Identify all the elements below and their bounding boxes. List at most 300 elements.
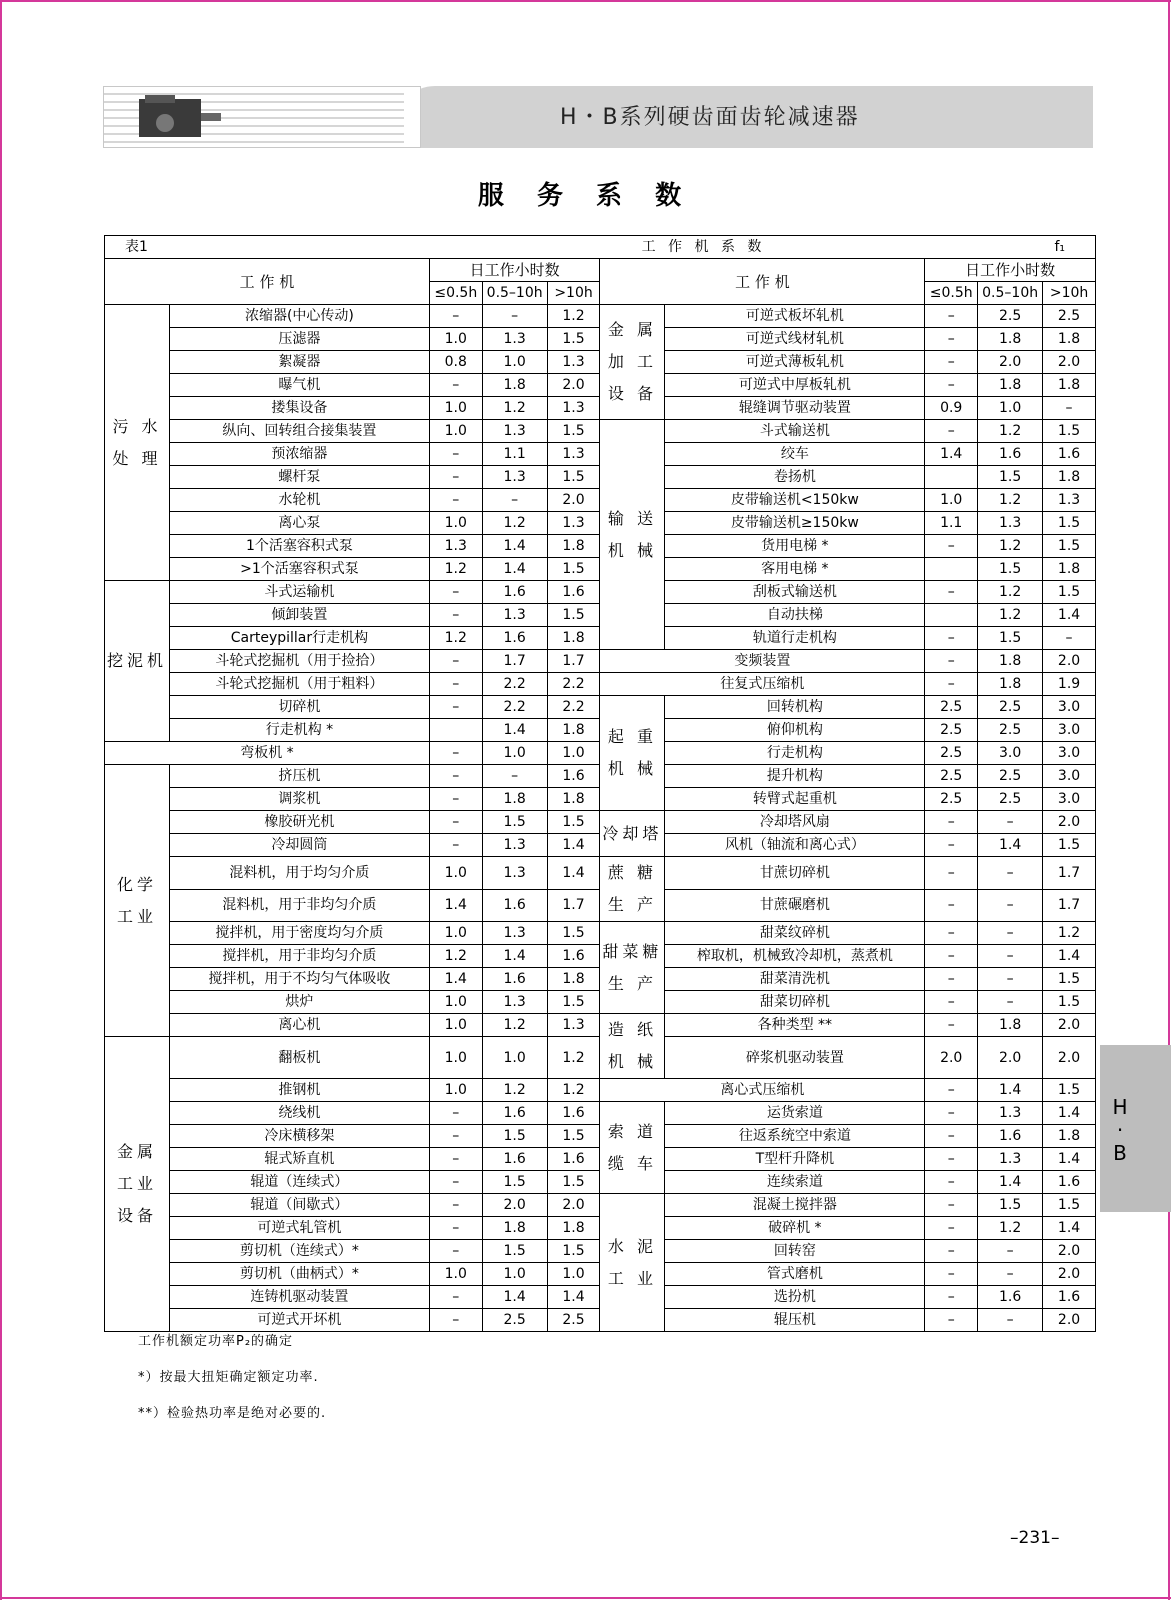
right-factor-3: – (1043, 627, 1096, 650)
right-factor-3: 3.0 (1043, 765, 1096, 788)
right-machine: 皮带输送机≥150kw (665, 512, 925, 535)
right-factor-1: – (925, 922, 978, 945)
note-double-star: **）检验热功率是绝对必要的. (138, 1406, 327, 1421)
right-factor-3: 2.0 (1043, 650, 1096, 673)
right-factor-3: 1.8 (1043, 558, 1096, 581)
right-machine: 甜菜清洗机 (665, 968, 925, 991)
right-group-label: 索 道 缆 车 (600, 1102, 665, 1194)
left-factor-2: 1.1 (482, 443, 547, 466)
left-factor-1: 1.0 (429, 922, 482, 945)
left-factor-3: 1.6 (547, 765, 600, 788)
right-machine: 辊压机 (665, 1309, 925, 1332)
left-factor-2: 1.5 (482, 811, 547, 834)
left-factor-2: – (482, 489, 547, 512)
left-machine: 曝气机 (169, 374, 429, 397)
page-border-bottom (0, 1597, 1171, 1599)
right-factor-3: 2.0 (1043, 1309, 1096, 1332)
left-factor-2: 1.3 (482, 857, 547, 890)
left-factor-3: 1.5 (547, 420, 600, 443)
left-factor-2: 1.4 (482, 719, 547, 742)
right-factor-3: 2.0 (1043, 351, 1096, 374)
table-row (105, 305, 1096, 328)
right-machine: 冷却塔风扇 (665, 811, 925, 834)
right-factor-2: 2.5 (978, 719, 1043, 742)
right-machine: 客用电梯 * (665, 558, 925, 581)
right-machine: 斗式输送机 (665, 420, 925, 443)
right-machine: 轨道行走机构 (665, 627, 925, 650)
right-factor-3: 1.3 (1043, 489, 1096, 512)
right-machine: 俯仰机构 (665, 719, 925, 742)
right-machine: 自动扶梯 (665, 604, 925, 627)
left-factor-1: – (429, 604, 482, 627)
right-factor-3: 1.4 (1043, 945, 1096, 968)
right-machine: 可逆式线材轧机 (665, 328, 925, 351)
left-machine: 辊道（间歇式） (169, 1194, 429, 1217)
right-machine: 可逆式中厚板轧机 (665, 374, 925, 397)
right-factor-3: 2.0 (1043, 1014, 1096, 1037)
right-factor-3: 2.0 (1043, 811, 1096, 834)
left-machine: 纵向、回转组合接集装置 (169, 420, 429, 443)
right-factor-1: – (925, 1148, 978, 1171)
right-factor-2: 1.4 (978, 1171, 1043, 1194)
right-factor-1: 0.9 (925, 397, 978, 420)
left-factor-3: 2.0 (547, 1194, 600, 1217)
left-machine: Carteypillar行走机构 (169, 627, 429, 650)
right-factor-2: 2.0 (978, 351, 1043, 374)
left-factor-3: 1.7 (547, 889, 600, 922)
right-factor-1: – (925, 650, 978, 673)
right-factor-2: – (978, 1309, 1043, 1332)
right-factor-2: 1.2 (978, 420, 1043, 443)
right-factor-2: 1.2 (978, 1217, 1043, 1240)
left-factor-2: 2.5 (482, 1309, 547, 1332)
left-factor-1: – (429, 466, 482, 489)
left-machine: 搅拌机，用于密度均匀介质 (169, 922, 429, 945)
right-factor-3: 2.0 (1043, 1240, 1096, 1263)
left-machine: 调浆机 (169, 788, 429, 811)
right-factor-1: – (925, 627, 978, 650)
left-factor-3: 1.7 (547, 650, 600, 673)
table-row (105, 650, 1096, 673)
table-row (105, 673, 1096, 696)
right-factor-2: 1.5 (978, 627, 1043, 650)
right-factor-3: 1.5 (1043, 834, 1096, 857)
right-factor-2: 1.4 (978, 834, 1043, 857)
right-group-label: 造 纸 机 械 (600, 1014, 665, 1079)
left-factor-3: 1.3 (547, 512, 600, 535)
right-machine: 皮带输送机<150kw (665, 489, 925, 512)
left-factor-3: 1.8 (547, 788, 600, 811)
table-symbol: f₁ (978, 236, 1096, 259)
right-factor-2: – (978, 889, 1043, 922)
right-factor-1: – (925, 834, 978, 857)
left-factor-3: 1.8 (547, 719, 600, 742)
left-factor-1: – (429, 374, 482, 397)
right-factor-1: – (925, 1194, 978, 1217)
right-factor-3: 3.0 (1043, 788, 1096, 811)
right-factor-2: – (978, 857, 1043, 890)
right-factor-2: 1.6 (978, 443, 1043, 466)
right-factor-3: 2.0 (1043, 1263, 1096, 1286)
right-factor-1: – (925, 1240, 978, 1263)
left-machine: 1个活塞容积式泵 (169, 535, 429, 558)
left-factor-3: 1.6 (547, 945, 600, 968)
right-factor-1: – (925, 374, 978, 397)
right-factor-1: 1.1 (925, 512, 978, 535)
left-machine: 冷床横移架 (169, 1125, 429, 1148)
left-factor-1: 0.8 (429, 351, 482, 374)
left-factor-2: 1.8 (482, 374, 547, 397)
page-border-top (0, 0, 1171, 2)
left-factor-1: 1.0 (429, 397, 482, 420)
right-factor-2: 1.8 (978, 650, 1043, 673)
left-factor-3: 1.6 (547, 1148, 600, 1171)
right-factor-1: – (925, 1217, 978, 1240)
left-factor-1: – (429, 1240, 482, 1263)
left-factor-2: 1.2 (482, 1014, 547, 1037)
left-factor-1: – (429, 1217, 482, 1240)
right-factor-2: 2.5 (978, 788, 1043, 811)
left-factor-3: 1.3 (547, 351, 600, 374)
right-factor-1: – (925, 1125, 978, 1148)
section-tab-top: H (1112, 1095, 1128, 1119)
left-factor-1: 1.4 (429, 968, 482, 991)
left-factor-2: 1.6 (482, 627, 547, 650)
left-factor-1: 1.0 (429, 991, 482, 1014)
right-factor-1: – (925, 420, 978, 443)
left-machine: 绕线机 (169, 1102, 429, 1125)
col-h3-left: >10h (547, 282, 600, 305)
left-factor-2: 1.0 (482, 1037, 547, 1079)
right-factor-2: 2.5 (978, 305, 1043, 328)
col-h1-left: ≤0.5h (429, 282, 482, 305)
left-factor-3: 1.6 (547, 1102, 600, 1125)
right-factor-2: 1.6 (978, 1125, 1043, 1148)
right-factor-3: 1.4 (1043, 604, 1096, 627)
right-factor-2: 1.3 (978, 1148, 1043, 1171)
right-factor-1: – (925, 1309, 978, 1332)
left-factor-1: 1.0 (429, 1014, 482, 1037)
page-border-left (0, 0, 2, 1600)
left-machine: >1个活塞容积式泵 (169, 558, 429, 581)
right-factor-1: – (925, 857, 978, 890)
left-factor-3: 1.0 (547, 1263, 600, 1286)
table-header-row (105, 259, 1096, 282)
left-factor-3: 2.0 (547, 374, 600, 397)
right-factor-3: 1.7 (1043, 857, 1096, 890)
right-machine: 甜菜切碎机 (665, 991, 925, 1014)
left-factor-1: – (429, 443, 482, 466)
right-factor-3: 1.5 (1043, 420, 1096, 443)
right-factor-1: 2.5 (925, 788, 978, 811)
right-factor-1: – (925, 581, 978, 604)
table-label: 表1 (105, 236, 430, 259)
left-machine: 可逆式轧管机 (169, 1217, 429, 1240)
right-factor-3: 1.8 (1043, 328, 1096, 351)
left-factor-1: – (429, 765, 482, 788)
left-factor-3: 1.5 (547, 604, 600, 627)
right-factor-2: – (978, 945, 1043, 968)
left-machine: 水轮机 (169, 489, 429, 512)
right-machine: T型杆升降机 (665, 1148, 925, 1171)
right-group-label: 金 属 加 工 设 备 (600, 305, 665, 420)
left-factor-3: 2.0 (547, 489, 600, 512)
left-factor-1: – (429, 489, 482, 512)
left-factor-1: – (429, 696, 482, 719)
table-row (105, 696, 1096, 719)
left-machine: 搂集设备 (169, 397, 429, 420)
left-factor-1: – (429, 811, 482, 834)
right-factor-2: 1.5 (978, 558, 1043, 581)
right-machine: 选扮机 (665, 1286, 925, 1309)
left-machine: 斗轮式挖掘机（用于捡拾） (169, 650, 429, 673)
right-factor-1: – (925, 1171, 978, 1194)
col-machine-left: 工 作 机 (105, 259, 430, 305)
left-machine: 倾卸装置 (169, 604, 429, 627)
left-machine: 絮凝器 (169, 351, 429, 374)
right-machine: 刮板式输送机 (665, 581, 925, 604)
left-factor-3: 1.3 (547, 397, 600, 420)
left-machine: 弯板机 * (105, 742, 430, 765)
right-machine: 回转窑 (665, 1240, 925, 1263)
left-machine: 斗轮式挖掘机（用于粗料） (169, 673, 429, 696)
page-border-right (1168, 0, 1170, 1600)
right-factor-3: – (1043, 397, 1096, 420)
left-factor-2: 1.8 (482, 1217, 547, 1240)
left-factor-1: 1.2 (429, 627, 482, 650)
right-factor-3: 1.5 (1043, 968, 1096, 991)
right-factor-1: – (925, 1102, 978, 1125)
left-factor-1: – (429, 742, 482, 765)
right-factor-2: – (978, 1263, 1043, 1286)
left-factor-1: – (429, 788, 482, 811)
left-factor-2: 1.3 (482, 604, 547, 627)
right-factor-1: – (925, 968, 978, 991)
left-factor-2: 1.4 (482, 558, 547, 581)
left-factor-2: 1.8 (482, 788, 547, 811)
left-machine: 辊式矫直机 (169, 1148, 429, 1171)
left-factor-3: 1.6 (547, 581, 600, 604)
right-machine: 甜菜纹碎机 (665, 922, 925, 945)
right-machine: 榨取机，机械致冷却机，蒸煮机 (665, 945, 925, 968)
left-factor-3: 1.8 (547, 535, 600, 558)
left-factor-1: – (429, 1194, 482, 1217)
service-factor-table (104, 235, 1096, 1332)
left-factor-3: 1.5 (547, 1125, 600, 1148)
right-factor-2: 1.2 (978, 489, 1043, 512)
right-factor-3: 1.2 (1043, 922, 1096, 945)
right-factor-2: 1.3 (978, 1102, 1043, 1125)
left-factor-1: – (429, 1102, 482, 1125)
right-group-label: 水 泥 工 业 (600, 1194, 665, 1332)
left-factor-1: 1.0 (429, 328, 482, 351)
right-machine: 辊缝调节驱动装置 (665, 397, 925, 420)
left-machine: 混料机，用于均匀介质 (169, 857, 429, 890)
left-factor-2: 1.3 (482, 420, 547, 443)
table-row (105, 1102, 1096, 1125)
left-machine: 混料机，用于非均匀介质 (169, 889, 429, 922)
left-factor-3: 1.5 (547, 922, 600, 945)
right-factor-3: 1.5 (1043, 512, 1096, 535)
left-group-label: 金属 工业 设备 (105, 1037, 170, 1332)
right-machine: 可逆式板坏轧机 (665, 305, 925, 328)
right-group-label: 甜菜糖 生 产 (600, 922, 665, 1014)
left-machine: 螺杆泵 (169, 466, 429, 489)
right-factor-3: 3.0 (1043, 742, 1096, 765)
section-tab-mid: · (1116, 1118, 1124, 1142)
right-factor-3: 1.8 (1043, 466, 1096, 489)
left-machine: 挤压机 (169, 765, 429, 788)
right-factor-2: 2.5 (978, 696, 1043, 719)
left-factor-3: 1.2 (547, 1037, 600, 1079)
left-factor-2: 1.0 (482, 351, 547, 374)
left-factor-3: 1.8 (547, 1217, 600, 1240)
left-machine: 翻板机 (169, 1037, 429, 1079)
left-factor-2: – (482, 765, 547, 788)
left-factor-2: – (482, 305, 547, 328)
left-factor-1: – (429, 1148, 482, 1171)
right-factor-1: – (925, 351, 978, 374)
left-machine: 剪切机（曲柄式）* (169, 1263, 429, 1286)
right-factor-3: 1.5 (1043, 581, 1096, 604)
right-factor-1: – (925, 945, 978, 968)
right-machine: 回转机构 (665, 696, 925, 719)
right-factor-3: 1.4 (1043, 1217, 1096, 1240)
right-machine: 甘蔗切碎机 (665, 857, 925, 890)
left-factor-1: – (429, 673, 482, 696)
left-factor-2: 1.7 (482, 650, 547, 673)
left-factor-1: 1.3 (429, 535, 482, 558)
right-factor-3: 1.9 (1043, 673, 1096, 696)
right-factor-3: 1.6 (1043, 443, 1096, 466)
right-factor-1 (925, 558, 978, 581)
left-factor-3: 1.4 (547, 857, 600, 890)
right-factor-2: 2.5 (978, 765, 1043, 788)
right-factor-3: 2.0 (1043, 1037, 1096, 1079)
left-factor-1: – (429, 305, 482, 328)
right-machine: 甘蔗碾磨机 (665, 889, 925, 922)
right-factor-2: 1.5 (978, 466, 1043, 489)
left-factor-1: – (429, 650, 482, 673)
table-title-row (105, 236, 1096, 259)
left-factor-2: 1.6 (482, 1148, 547, 1171)
left-factor-2: 1.4 (482, 535, 547, 558)
left-machine: 预浓缩器 (169, 443, 429, 466)
left-factor-2: 1.5 (482, 1171, 547, 1194)
right-factor-3: 1.4 (1043, 1148, 1096, 1171)
right-factor-1: – (925, 305, 978, 328)
left-factor-2: 1.6 (482, 889, 547, 922)
left-factor-2: 1.0 (482, 742, 547, 765)
left-factor-1: – (429, 1171, 482, 1194)
right-factor-1: 1.4 (925, 443, 978, 466)
right-group-label: 冷却塔 (600, 811, 665, 857)
left-factor-3: 1.4 (547, 834, 600, 857)
left-factor-2: 2.2 (482, 696, 547, 719)
left-machine: 连铸机驱动装置 (169, 1286, 429, 1309)
right-factor-1: – (925, 673, 978, 696)
left-factor-1: 1.4 (429, 889, 482, 922)
right-machine: 卷扬机 (665, 466, 925, 489)
right-factor-2: – (978, 991, 1043, 1014)
left-factor-3: 1.5 (547, 1171, 600, 1194)
right-machine: 破碎机 * (665, 1217, 925, 1240)
right-factor-2: 1.8 (978, 1014, 1043, 1037)
right-factor-3: 1.7 (1043, 889, 1096, 922)
left-machine: 推钢机 (169, 1079, 429, 1102)
left-factor-2: 1.3 (482, 328, 547, 351)
right-machine: 运货索道 (665, 1102, 925, 1125)
right-factor-2: – (978, 922, 1043, 945)
left-factor-3: 1.4 (547, 1286, 600, 1309)
table-row (105, 1079, 1096, 1102)
left-factor-1: – (429, 581, 482, 604)
right-machine: 货用电梯 * (665, 535, 925, 558)
right-factor-3: 1.5 (1043, 535, 1096, 558)
left-factor-1: 1.0 (429, 1263, 482, 1286)
right-machine: 提升机构 (665, 765, 925, 788)
left-factor-3: 2.2 (547, 673, 600, 696)
left-factor-1: 1.0 (429, 512, 482, 535)
right-factor-3: 3.0 (1043, 719, 1096, 742)
col-h3-right: >10h (1043, 282, 1096, 305)
left-factor-2: 1.2 (482, 512, 547, 535)
right-factor-3: 1.8 (1043, 374, 1096, 397)
left-factor-3: 1.5 (547, 811, 600, 834)
right-factor-2: 1.8 (978, 673, 1043, 696)
right-machine: 碎浆机驱动装置 (665, 1037, 925, 1079)
right-factor-1: 2.0 (925, 1037, 978, 1079)
right-factor-1: – (925, 1079, 978, 1102)
left-machine: 行走机构 * (169, 719, 429, 742)
left-factor-2: 1.5 (482, 1125, 547, 1148)
right-factor-1 (925, 466, 978, 489)
section-tab (1100, 1045, 1171, 1212)
right-factor-3: 2.5 (1043, 305, 1096, 328)
col-h1-right: ≤0.5h (925, 282, 978, 305)
right-factor-2: 1.8 (978, 374, 1043, 397)
left-factor-3: 2.5 (547, 1309, 600, 1332)
table-row (105, 1194, 1096, 1217)
left-factor-3: 1.8 (547, 627, 600, 650)
right-factor-3: 3.0 (1043, 696, 1096, 719)
right-machine: 离心式压缩机 (600, 1079, 925, 1102)
left-factor-1: – (429, 1125, 482, 1148)
left-machine: 橡胶研光机 (169, 811, 429, 834)
left-factor-3: 2.2 (547, 696, 600, 719)
left-factor-3: 1.5 (547, 991, 600, 1014)
left-group-label: 挖泥机 (105, 581, 170, 742)
right-factor-2: – (978, 968, 1043, 991)
left-factor-1: 1.0 (429, 420, 482, 443)
left-machine: 搅拌机，用于非均匀介质 (169, 945, 429, 968)
left-factor-1: 1.0 (429, 857, 482, 890)
right-machine: 变频装置 (600, 650, 925, 673)
left-factor-2: 1.4 (482, 1286, 547, 1309)
right-factor-3: 1.6 (1043, 1171, 1096, 1194)
right-machine: 绞车 (665, 443, 925, 466)
left-factor-1 (429, 719, 482, 742)
left-group-label: 化学 工业 (105, 765, 170, 1037)
left-factor-2: 1.3 (482, 466, 547, 489)
right-machine: 各种类型 ** (665, 1014, 925, 1037)
right-factor-2: 3.0 (978, 742, 1043, 765)
right-factor-1: 2.5 (925, 719, 978, 742)
right-factor-2: – (978, 811, 1043, 834)
table-caption: 工 作 机 系 数 (429, 236, 977, 259)
right-factor-2: 1.6 (978, 1286, 1043, 1309)
right-machine: 行走机构 (665, 742, 925, 765)
